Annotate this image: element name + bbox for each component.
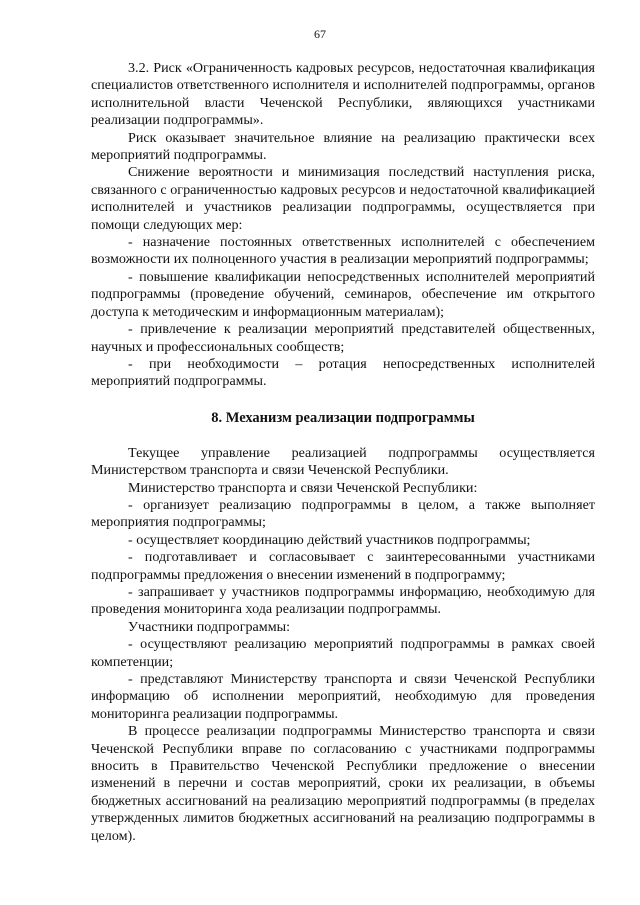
risk-mitigation-paragraph: Снижение вероятности и минимизация последствий наступления риска, связанного с ограниченностью кадровых ресурсов и недостаточной квалификацией исполнителей и участников реализации подпрограммы, осуществляется при помощи следующих мер: bbox=[91, 164, 595, 233]
measure-item: - при необходимости – ротация непосредственных исполнителей мероприятий подпрограммы. bbox=[91, 355, 595, 390]
participant-duty-item: - осуществляют реализацию мероприятий подпрограммы в рамках своей компетенции; bbox=[91, 636, 595, 670]
ministry-duty-item: - запрашивает у участников подпрограммы информацию, необходимую для проведения мониторинга хода реализации подпрограммы. bbox=[91, 583, 595, 618]
measure-item: - назначение постоянных ответственных исполнителей с обеспечением возможности их полноценного участия в реализации мероприятий подпрограммы; bbox=[91, 234, 595, 268]
participants-intro: Участники подпрограммы: bbox=[128, 618, 291, 635]
ministry-duty-item: - подготавливает и согласовывает с заинтересованными участниками подпрограммы предложения о внесении изменений в подпрограмму; bbox=[91, 549, 595, 583]
page-number: 67 bbox=[314, 27, 326, 41]
measure-item: - привлечение к реализации мероприятий представителей общественных, научных и профессиональных сообществ; bbox=[91, 321, 595, 355]
amendment-paragraph: В процессе реализации подпрограммы Министерство транспорта и связи Чеченской Республики вправе по согласованию с участниками подпрограммы вносить в Правительство Чеченской Республики предложение о внесении изменений в перечни и состав мероприятий, сроки их реализации, в объемы бюджетных ассигнований на реализацию мероприятий подпрограммы (в пределах утвержденных лимитов бюджетных ассигнований на реализацию подпрограммы в целом). bbox=[91, 723, 595, 844]
risk-title-paragraph: 3.2. Риск «Ограниченность кадровых ресурсов, недостаточная квалификация специалистов ответственного исполнителя и исполнителей подпрограммы, органов исполнительной власти Чеченской Республики, являющихся участниками реализации подпрограммы». bbox=[91, 60, 595, 129]
risk-impact-paragraph: Риск оказывает значительное влияние на реализацию практически всех мероприятий подпрограммы. bbox=[91, 129, 595, 164]
document-body bbox=[91, 60, 595, 845]
measure-item: - повышение квалификации непосредственных исполнителей мероприятий подпрограммы (проведение обучений, семинаров, обеспечение им открытого доступа к методическим и информационным материалам); bbox=[91, 268, 595, 320]
participant-duty-item: - представляют Министерству транспорта и связи Чеченской Республики информацию об исполнении мероприятий, необходимую для проведения мониторинга реализации подпрограммы. bbox=[91, 671, 595, 722]
ministry-duty-item: - организует реализацию подпрограммы в целом, а также выполняет мероприятия подпрограммы; bbox=[91, 496, 595, 531]
section-heading: 8. Механизм реализации подпрограммы bbox=[211, 409, 475, 426]
management-paragraph: Текущее управление реализацией подпрограммы осуществляется Министерством транспорта и связи Чеченской Республики. bbox=[91, 444, 595, 479]
ministry-duty-item: - осуществляет координацию действий участников подпрограммы; bbox=[128, 531, 531, 548]
ministry-intro: Министерство транспорта и связи Чеченской Республики: bbox=[128, 479, 478, 496]
